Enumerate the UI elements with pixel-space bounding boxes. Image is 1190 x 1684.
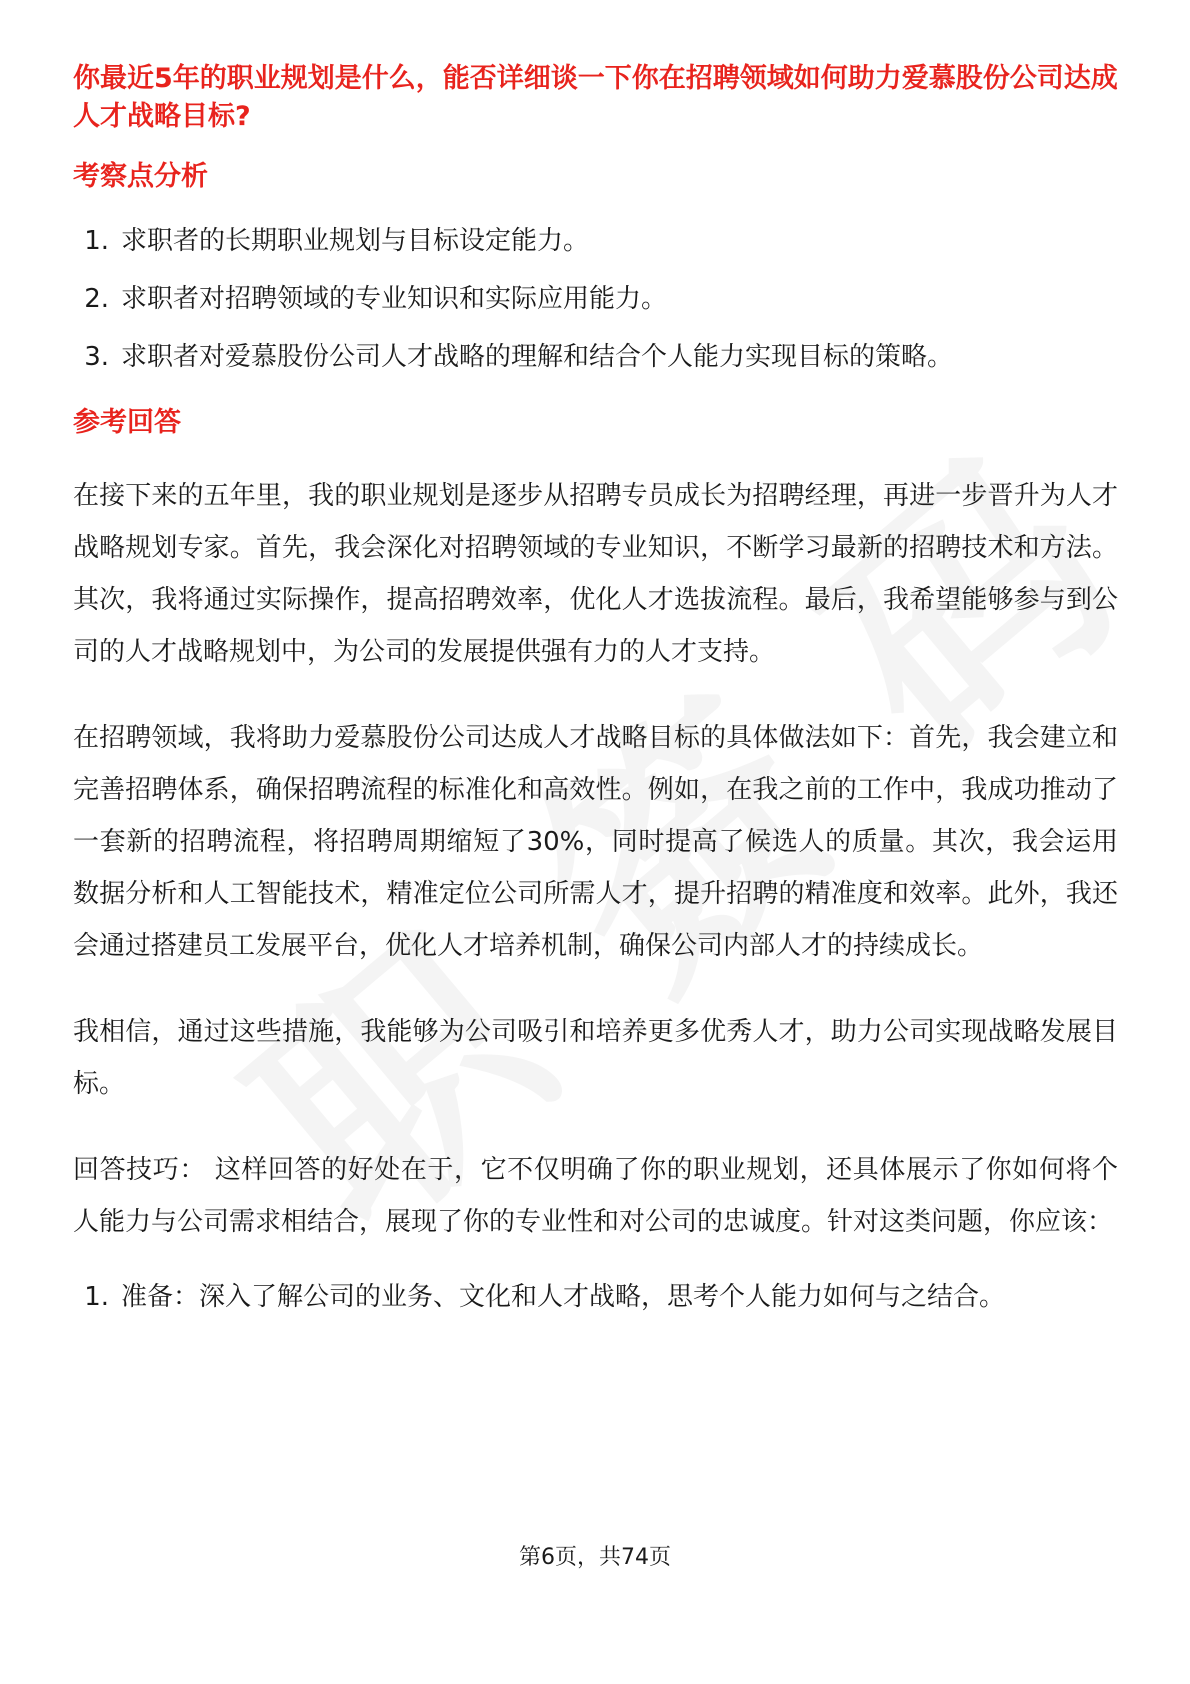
list-item bbox=[73, 338, 1118, 376]
list-item-text: 准备：深入了解公司的业务、文化和人才战略，思考个人能力如何与之结合。 bbox=[121, 1282, 1006, 1312]
list-item-text: 求职者对爱慕股份公司人才战略的理解和结合个人能力实现目标的策略。 bbox=[121, 342, 954, 372]
list-item-number: 3. bbox=[84, 342, 109, 372]
tips-paragraph: 回答技巧： 这样回答的好处在于，它不仅明确了你的职业规划，还具体展示了你如何将个人能力与公司需求相结合，展现了你的专业性和对公司的忠诚度。针对这类问题，你应该： bbox=[73, 1155, 1118, 1237]
answer-paragraph: 在接下来的五年里，我的职业规划是逐步从招聘专员成长为招聘经理，再进一步晋升为人才战略规划专家。首先，我会深化对招聘领域的专业知识，不断学习最新的招聘技术和方法。其次，我将通过实际操作，提高招聘效率，优化人才选拔流程。最后，我希望能够参与到公司的人才战略规划中，为公司的发展提供强有力的人才支持。 bbox=[73, 481, 1118, 667]
document-page bbox=[73, 60, 1118, 1316]
list-item bbox=[73, 280, 1118, 318]
list-item-number: 1. bbox=[84, 1282, 109, 1312]
list-item bbox=[73, 1278, 1118, 1316]
page-number: 第6页，共74页 bbox=[519, 1545, 671, 1570]
tips-list bbox=[73, 1278, 1118, 1316]
question-title: 你最近5年的职业规划是什么，能否详细谈一下你在招聘领域如何助力爱慕股份公司达成人才战略目标? bbox=[73, 63, 1118, 132]
list-item-number: 1. bbox=[84, 226, 109, 256]
list-item bbox=[73, 222, 1118, 260]
list-item-text: 求职者对招聘领域的专业知识和实际应用能力。 bbox=[121, 284, 668, 314]
analysis-list bbox=[73, 222, 1118, 376]
list-item-number: 2. bbox=[84, 284, 109, 314]
answer-paragraph: 我相信，通过这些措施，我能够为公司吸引和培养更多优秀人才，助力公司实现战略发展目标。 bbox=[73, 1017, 1118, 1099]
analysis-heading: 考察点分析 bbox=[73, 161, 208, 192]
list-item-text: 求职者的长期职业规划与目标设定能力。 bbox=[121, 226, 590, 256]
answer-paragraph: 在招聘领域，我将助力爱慕股份公司达成人才战略目标的具体做法如下：首先，我会建立和完善招聘体系，确保招聘流程的标准化和高效性。例如，在我之前的工作中，我成功推动了一套新的招聘流程，将招聘周期缩短了30%，同时提高了候选人的质量。其次，我会运用数据分析和人工智能技术，精准定位公司所需人才，提升招聘的精准度和效率。此外，我还会通过搭建员工发展平台，优化人才培养机制，确保公司内部人才的持续成长。 bbox=[73, 723, 1118, 961]
answer-heading: 参考回答 bbox=[73, 407, 181, 438]
